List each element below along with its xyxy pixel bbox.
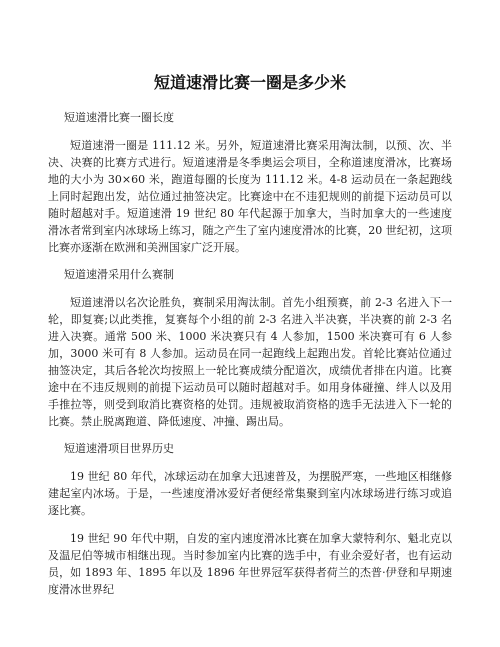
section-heading: 短道速滑采用什么赛制 — [64, 268, 174, 281]
section-heading: 短道速滑比赛一圈长度 — [64, 111, 174, 124]
section-lap-length — [48, 110, 452, 256]
paragraph: 短道速滑一圈是 111.12 米。另外，短道速滑比赛采用淘汰制，以预、次、半决、决赛的比赛方式进行。短道速滑是冬季奥运会项目，全称道速度滑冰，比赛场地的大小为 30×60 米，跑道每圈的长度为 111.12 米。4-8 运动员在一条起跑线上同时起跑出发，站位通过抽签决定。比赛途中在不违犯规则的前提下运动员可以随时超越对手。短道速滑 19 世纪 80 年代起源于加拿大，当时加拿大的一些速度滑冰者常到室内冰球场上练习，随之产生了室内速度滑冰的比赛，20 世纪初，这项比赛亦逐渐在欧洲和美洲国家广泛开展。 — [48, 139, 452, 254]
paragraph: 短道速滑以名次论胜负，赛制采用淘汰制。首先小组预赛，前 2-3 名进入下一轮，即复赛;以此类推，复赛每个小组的前 2-3 名进入半决赛，半决赛的前 2-3 名进入决赛。通常 500 米、1000 米决赛只有 4 人参加，1500 米决赛可有 6 人参加，3000 米可有 8 人参加。运动员在同一起跑线上起跑出发。首轮比赛站位通过抽签决定，其后各轮次均按照上一轮比赛成绩分配道次，成绩优者排在内道。比赛途中在不违反规则的前提下运动员可以随时超越对手。如用身体碰撞、绊人以及用手推拉等，则受到取消比赛资格的处罚。违规被取消资格的选手无法进入下一轮的比赛。禁止脱离跑道、降低速度、冲撞、踢出局。 — [48, 296, 452, 428]
paragraph: 19 世纪 90 年代中期，自发的室内速度滑冰比赛在加拿大蒙特利尔、魁北克以及温尼伯等城市相继出现。当时参加室内比赛的选手中，有业余爱好者，也有运动员，如 1893 年、1895 年以及 1896 年世界冠军获得者荷兰的杰普·伊登和早期速度滑冰世界纪 — [48, 532, 452, 596]
section-heading: 短道速滑项目世界历史 — [64, 442, 174, 455]
section-world-history — [48, 441, 452, 598]
paragraph: 19 世纪 80 年代，冰球运动在加拿大迅速普及，为摆脱严寒，一些地区相继修建起室内冰场。于是，一些速度滑冰爱好者便经常集聚到室内冰球场进行练习或追逐比赛。 — [48, 470, 452, 517]
section-competition-format — [48, 267, 452, 430]
page-title: 短道速滑比赛一圈是多少米 — [153, 73, 346, 92]
